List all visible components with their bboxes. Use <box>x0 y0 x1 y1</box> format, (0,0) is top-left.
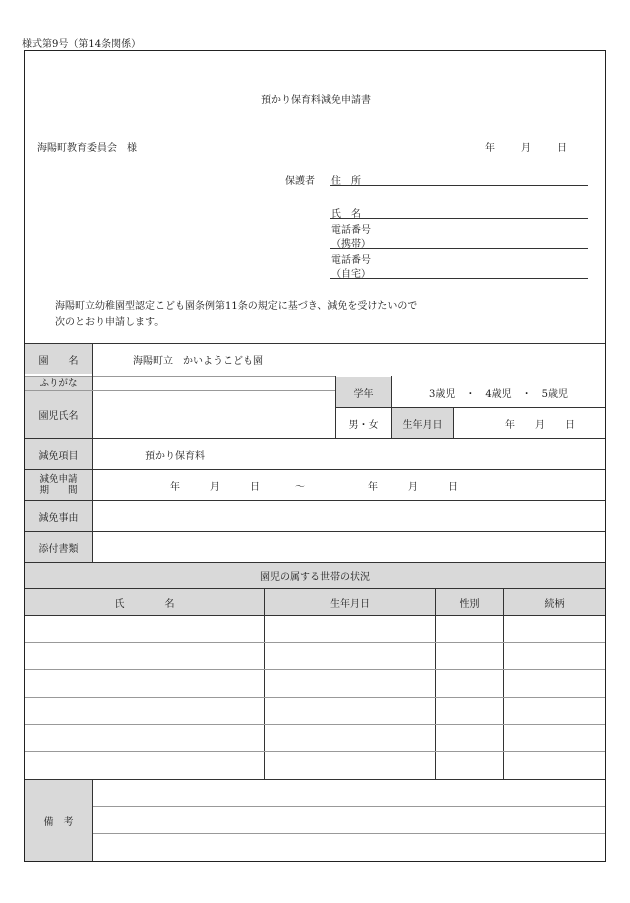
household-col-relation: 続柄 <box>504 589 605 615</box>
household-row-2[interactable] <box>25 669 605 670</box>
home-phone-sublabel: （自宅） <box>331 269 371 280</box>
household-col-name: 氏 名 <box>25 589 264 615</box>
household-section-title: 園児の属する世帯の状況 <box>25 563 605 588</box>
household-row-3[interactable] <box>25 697 605 698</box>
form-title: 預かり保育料減免申請書 <box>261 95 371 106</box>
period-end[interactable]: 年 月 日 <box>368 481 458 493</box>
reason-field[interactable] <box>93 501 605 531</box>
date-year-label: 年 <box>485 143 495 154</box>
attachments-label: 添付書類 <box>25 532 92 562</box>
household-row-4[interactable] <box>25 724 605 725</box>
furigana-label: ふりがな <box>25 377 92 390</box>
date-day-label: 日 <box>557 143 567 154</box>
exemption-item-value: 預かり保育料 <box>145 450 205 462</box>
home-phone-line[interactable] <box>330 278 588 279</box>
mobile-phone-sublabel: （携帯） <box>331 239 371 250</box>
guardian-address-label: 住 所 <box>331 176 361 187</box>
reason-label: 減免事由 <box>25 501 92 531</box>
household-row-1[interactable] <box>25 642 605 643</box>
child-name-field[interactable] <box>93 391 335 438</box>
child-name-label: 園児氏名 <box>25 391 92 438</box>
guardian-name-line[interactable] <box>330 218 588 219</box>
date-month-label: 月 <box>521 143 531 154</box>
grade-label: 学年 <box>336 377 391 407</box>
statement-line-2: 次のとおり申請します。 <box>55 317 165 328</box>
period-label-line2: 期 間 <box>39 485 78 496</box>
period-start[interactable]: 年 月 日 <box>170 481 260 493</box>
period-tilde: ～ <box>295 481 305 493</box>
sex-options[interactable]: 男・女 <box>348 419 379 431</box>
form-reference: 様式第9号（第14条関係） <box>22 39 142 50</box>
application-form <box>24 50 606 862</box>
remarks-line-2[interactable] <box>93 833 605 834</box>
household-col-birthdate: 生年月日 <box>265 589 435 615</box>
attachments-field[interactable] <box>93 532 605 562</box>
guardian-address-line[interactable] <box>330 185 588 186</box>
mobile-phone-label: 電話番号 <box>331 225 371 236</box>
exemption-item-label: 減免項目 <box>25 439 92 469</box>
household-row-6[interactable] <box>25 779 605 780</box>
school-name-label: 園 名 <box>25 344 92 374</box>
addressee: 海陽町教育委員会 様 <box>37 143 137 154</box>
home-phone-label: 電話番号 <box>331 255 371 266</box>
remarks-line-1[interactable] <box>93 806 605 807</box>
grade-options[interactable]: 3歳児 ・ 4歳児 ・ 5歳児 <box>428 388 569 400</box>
school-name-value: 海陽町立 かいようこども園 <box>133 355 263 367</box>
mobile-phone-line[interactable] <box>330 248 588 249</box>
exemption-period-label <box>25 470 92 500</box>
statement-line-1: 海陽町立幼稚園型認定こども園条例第11条の規定に基づき、減免を受けたいので <box>55 301 418 312</box>
guardian-name-label: 氏 名 <box>331 209 361 220</box>
period-label-line1: 減免申請 <box>39 474 78 485</box>
household-row-5[interactable] <box>25 751 605 752</box>
household-col-sex: 性別 <box>436 589 503 615</box>
remarks-label: 備 考 <box>25 780 92 861</box>
birthdate-label: 生年月日 <box>392 408 453 438</box>
guardian-label: 保護者 <box>285 176 315 187</box>
birthdate-value[interactable]: 年 月 日 <box>505 419 575 431</box>
